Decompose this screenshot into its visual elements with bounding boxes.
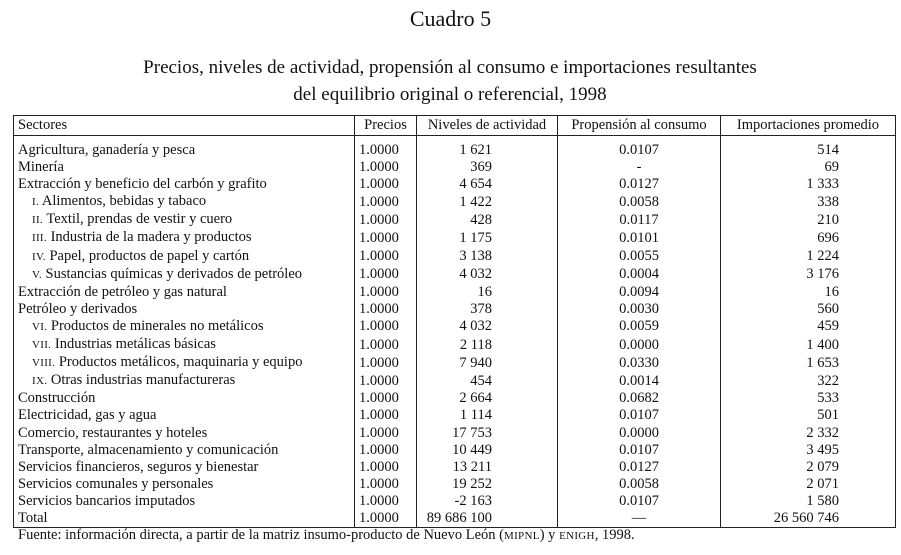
header-sectores: Sectores [14,116,355,136]
sector-number: VI. [32,320,48,333]
propension-cell: 0.0682 [558,390,721,407]
nivel-cell: 1 175 [417,229,558,247]
nivel-cell: 17 753 [417,425,558,442]
propension-cell: 0.0127 [558,459,721,476]
propension-cell: 0.0058 [558,193,721,211]
importaciones-cell: 16 [721,284,896,301]
propension-cell: 0.0059 [558,318,721,336]
sector-name: Electricidad, gas y agua [18,407,157,424]
importaciones-cell: 26 560 746 [721,510,896,528]
nivel-cell: 369 [417,159,558,176]
nivel-cell: 4 654 [417,176,558,193]
table-row [14,159,896,176]
sector-name: Extracción de petróleo y gas natural [18,283,227,300]
sector-name: Petróleo y derivados [18,300,138,317]
table-body [14,136,896,528]
precio-cell: 1.0000 [355,336,417,354]
precio-cell: 1.0000 [355,476,417,493]
precio-cell: 1.0000 [355,159,417,176]
sector-cell [14,372,355,390]
precio-cell: 1.0000 [355,493,417,510]
propension-cell: 0.0030 [558,301,721,318]
sector-name: Sustancias químicas y derivados de petróleo [45,265,303,282]
table-row [14,459,896,476]
sector-number: IV. [32,250,46,263]
sector-cell [14,510,355,528]
importaciones-cell: 2 071 [721,476,896,493]
sector-name: Textil, prendas de vestir y cuero [46,211,233,228]
nivel-cell: 89 686 100 [417,510,558,528]
precio-cell: 1.0000 [355,301,417,318]
propension-cell: 0.0101 [558,229,721,247]
sector-number: VII. [32,339,52,352]
subtitle-line-2: del equilibrio original o referencial, 1998 [293,84,607,105]
propension-cell: 0.0107 [558,493,721,510]
sector-cell [14,318,355,336]
table-subtitle [60,54,840,108]
nivel-cell: -2 163 [417,493,558,510]
sector-cell [14,211,355,229]
sector-cell [14,476,355,493]
sector-cell [14,229,355,247]
importaciones-cell: 1 224 [721,248,896,266]
importaciones-cell: 696 [721,229,896,247]
header-propension: Propensión al consumo [558,116,721,136]
table-row [14,425,896,442]
importaciones-cell: 3 176 [721,266,896,284]
precio-cell: 1.0000 [355,390,417,407]
importaciones-cell: 338 [721,193,896,211]
table-row [14,176,896,193]
table-row [14,284,896,301]
propension-cell: 0.0055 [558,248,721,266]
sector-cell [14,425,355,442]
sector-cell [14,248,355,266]
table-row [14,354,896,372]
table-row [14,229,896,247]
sector-name: Papel, productos de papel y cartón [49,247,250,264]
importaciones-cell: 322 [721,372,896,390]
propension-cell: — [558,510,721,528]
nivel-cell: 4 032 [417,318,558,336]
precio-cell: 1.0000 [355,407,417,424]
sector-name: Comercio, restaurantes y hoteles [18,424,208,441]
precio-cell: 1.0000 [355,176,417,193]
sector-name: Construcción [18,390,96,407]
sector-cell [14,442,355,459]
sector-name: Total [18,509,48,526]
header-row [14,116,896,136]
sector-number: VIII. [32,357,56,370]
importaciones-cell: 3 495 [721,442,896,459]
importaciones-cell: 1 580 [721,493,896,510]
sector-cell [14,301,355,318]
importaciones-cell: 459 [721,318,896,336]
propension-cell: 0.0058 [558,476,721,493]
sector-number: I. [32,196,40,209]
subtitle-line-1: Precios, niveles de actividad, propensión al consumo e importaciones resultantes [143,57,757,78]
table-row [14,248,896,266]
importaciones-cell: 533 [721,390,896,407]
importaciones-cell: 69 [721,159,896,176]
importaciones-cell: 514 [721,136,896,160]
sector-cell [14,354,355,372]
importaciones-cell: 1 400 [721,336,896,354]
table-row [14,136,896,160]
nivel-cell: 1 114 [417,407,558,424]
precio-cell: 1.0000 [355,425,417,442]
table-row [14,301,896,318]
precio-cell: 1.0000 [355,284,417,301]
precio-cell: 1.0000 [355,229,417,247]
importaciones-cell: 210 [721,211,896,229]
source-text-1: Fuente: información directa, a partir de la matriz insumo-producto de Nuevo León ( [18,527,504,543]
propension-cell: 0.0014 [558,372,721,390]
sector-cell [14,459,355,476]
sector-name: Minería [18,159,64,176]
precio-cell: 1.0000 [355,459,417,476]
nivel-cell: 19 252 [417,476,558,493]
sector-cell [14,176,355,193]
precio-cell: 1.0000 [355,354,417,372]
sector-number: IX. [32,375,48,388]
nivel-cell: 10 449 [417,442,558,459]
sector-name: Productos de minerales no metálicos [50,317,264,334]
source-note [18,527,635,544]
importaciones-cell: 1 333 [721,176,896,193]
nivel-cell: 16 [417,284,558,301]
sector-number: II. [32,214,43,227]
header-importaciones: Importaciones promedio [721,116,896,136]
sector-name: Extracción y beneficio del carbón y grafito [18,176,267,193]
source-text-3: , 1998. [594,527,635,543]
data-table [13,115,896,528]
sector-cell [14,266,355,284]
source-text-2: ) y [539,527,560,543]
nivel-cell: 13 211 [417,459,558,476]
importaciones-cell: 560 [721,301,896,318]
sector-cell [14,284,355,301]
sector-name: Agricultura, ganadería y pesca [18,142,196,158]
sector-cell [14,159,355,176]
nivel-cell: 2 118 [417,336,558,354]
table-row [14,407,896,424]
table-title: Cuadro 5 [409,6,492,31]
nivel-cell: 454 [417,372,558,390]
propension-cell: 0.0094 [558,284,721,301]
sector-number: III. [32,232,47,245]
nivel-cell: 1 422 [417,193,558,211]
precio-cell: 1.0000 [355,211,417,229]
nivel-cell: 2 664 [417,390,558,407]
sector-name: Servicios bancarios imputados [18,492,196,509]
sector-name: Alimentos, bebidas y tabaco [41,193,207,210]
precio-cell: 1.0000 [355,372,417,390]
importaciones-cell: 1 653 [721,354,896,372]
precio-cell: 1.0000 [355,318,417,336]
propension-cell: 0.0107 [558,442,721,459]
sector-number: V. [32,268,42,281]
nivel-cell: 4 032 [417,266,558,284]
propension-cell: 0.0117 [558,211,721,229]
sector-name: Servicios comunales y personales [18,475,214,492]
table-row [14,510,896,528]
precio-cell: 1.0000 [355,193,417,211]
importaciones-cell: 501 [721,407,896,424]
propension-cell: 0.0000 [558,336,721,354]
nivel-cell: 378 [417,301,558,318]
sector-name: Industria de la madera y productos [50,229,252,246]
table-row [14,211,896,229]
sector-cell [14,193,355,211]
precio-cell: 1.0000 [355,266,417,284]
sector-name: Servicios financieros, seguros y bienestar [18,458,259,475]
table-row [14,476,896,493]
header-precios: Precios [355,116,417,136]
header-niveles: Niveles de actividad [417,116,558,136]
propension-cell: - [558,159,721,176]
precio-cell: 1.0000 [355,510,417,528]
sector-name: Productos metálicos, maquinaria y equipo [58,354,303,371]
propension-cell: 0.0107 [558,407,721,424]
importaciones-cell: 2 079 [721,459,896,476]
propension-cell: 0.0000 [558,425,721,442]
nivel-cell: 1 621 [417,136,558,160]
table-row [14,193,896,211]
sector-cell [14,493,355,510]
propension-cell: 0.0330 [558,354,721,372]
importaciones-cell: 2 332 [721,425,896,442]
table-row [14,372,896,390]
sector-cell [14,136,355,160]
propension-cell: 0.0107 [558,136,721,160]
propension-cell: 0.0004 [558,266,721,284]
sector-cell [14,407,355,424]
source-abbr-mipnl: MIPNL [503,530,540,542]
table-row [14,442,896,459]
table-row [14,390,896,407]
table-row [14,493,896,510]
nivel-cell: 3 138 [417,248,558,266]
precio-cell: 1.0000 [355,136,417,160]
sector-name: Otras industrias manufactureras [50,372,236,389]
propension-cell: 0.0127 [558,176,721,193]
precio-cell: 1.0000 [355,442,417,459]
sector-cell [14,390,355,407]
table-row [14,336,896,354]
sector-name: Industrias metálicas básicas [54,336,216,353]
source-abbr-enigh: ENIGH [559,530,595,542]
sector-cell [14,336,355,354]
table-row [14,318,896,336]
nivel-cell: 428 [417,211,558,229]
precio-cell: 1.0000 [355,248,417,266]
nivel-cell: 7 940 [417,354,558,372]
sector-name: Transporte, almacenamiento y comunicación [18,441,279,458]
table-row [14,266,896,284]
